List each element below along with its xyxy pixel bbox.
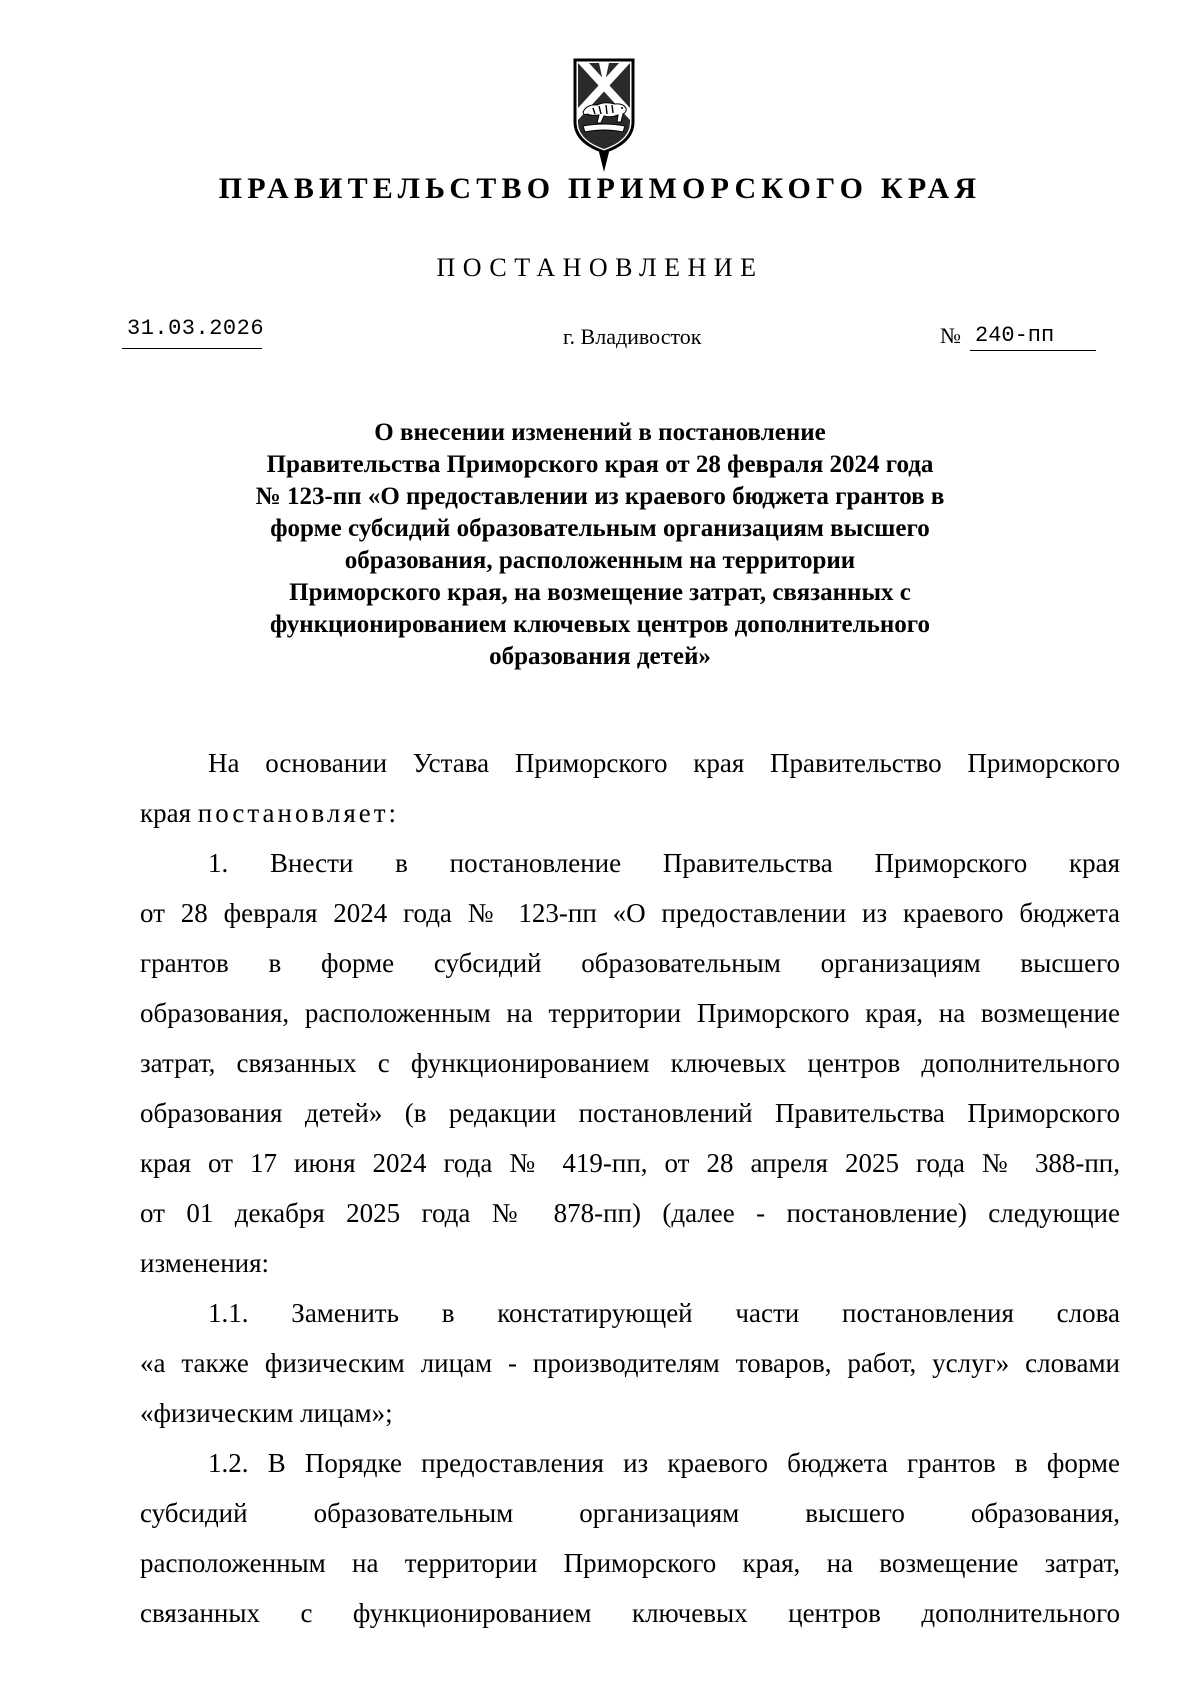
subject-line: образования, расположенным на территории	[344, 547, 856, 574]
body-line: от 01 декабря 2025 года № 878-пп) (далее - постановление) следующие	[140, 1198, 1120, 1228]
body-line: грантов в форме субсидий образовательным организациям высшего	[140, 948, 1120, 978]
decree-subject	[150, 417, 1050, 673]
body-line: от 28 февраля 2024 года № 123-пп «О предоставлении из краевого бюджета	[140, 898, 1120, 928]
body-line: образования детей» (в редакции постановлений Правительства Приморского	[140, 1098, 1120, 1128]
document-date: 31.03.2026	[127, 316, 265, 341]
body-line: 1.2. В Порядке предоставления из краевого бюджета грантов в форме	[208, 1448, 1120, 1478]
body-line	[140, 788, 1120, 838]
body-line: 1.1. Заменить в констатирующей части постановления слова	[208, 1298, 1120, 1328]
body-line: изменения:	[140, 1248, 270, 1278]
subject-line: Правительства Приморского края от 28 февраля 2024 года	[266, 451, 934, 478]
subject-line: № 123-пп «О предоставлении из краевого бюджета грантов в	[255, 483, 945, 510]
body-line: «физическим лицам»;	[140, 1398, 393, 1428]
document-number: 240-пп	[975, 323, 1055, 348]
document-place: г. Владивосток	[563, 324, 702, 349]
decree-body	[140, 738, 1120, 1638]
body-line: субсидий образовательным организациям высшего образования,	[140, 1498, 1120, 1528]
government-title: ПРАВИТЕЛЬСТВО ПРИМОРСКОГО КРАЯ	[218, 172, 982, 205]
body-line: «а также физическим лицам - производителям товаров, работ, услуг» словами	[140, 1348, 1120, 1378]
date-underline	[122, 348, 262, 349]
subject-line: О внесении изменений в постановление	[374, 419, 826, 446]
document-number-sign: №	[940, 323, 961, 348]
subject-line: функционированием ключевых центров дополнительного	[270, 611, 930, 638]
body-text: края	[140, 798, 192, 828]
body-line: затрат, связанных с функционированием ключевых центров дополнительного	[140, 1048, 1120, 1078]
body-line: 1. Внести в постановление Правительства Приморского края	[208, 848, 1120, 878]
subject-line: форме субсидий образовательным организациям высшего	[270, 515, 930, 542]
number-underline	[970, 350, 1096, 351]
body-line: края от 17 июня 2024 года № 419-пп, от 28 апреля 2025 года № 388-пп,	[140, 1148, 1120, 1178]
body-line: расположенным на территории Приморского края, на возмещение затрат,	[140, 1548, 1120, 1578]
body-line: На основании Устава Приморского края Правительство Приморского	[208, 748, 1120, 778]
body-line: связанных с функционированием ключевых центров дополнительного	[140, 1598, 1120, 1628]
decree-word: постановляет:	[197, 798, 400, 828]
subject-line: Приморского края, на возмещение затрат, связанных с	[289, 579, 911, 606]
primorsky-krai-coat-of-arms-icon	[571, 56, 637, 174]
document-type: ПОСТАНОВЛЕНИЕ	[436, 253, 764, 282]
body-line: образования, расположенным на территории Приморского края, на возмещение	[140, 998, 1120, 1028]
subject-line: образования детей»	[489, 643, 711, 670]
